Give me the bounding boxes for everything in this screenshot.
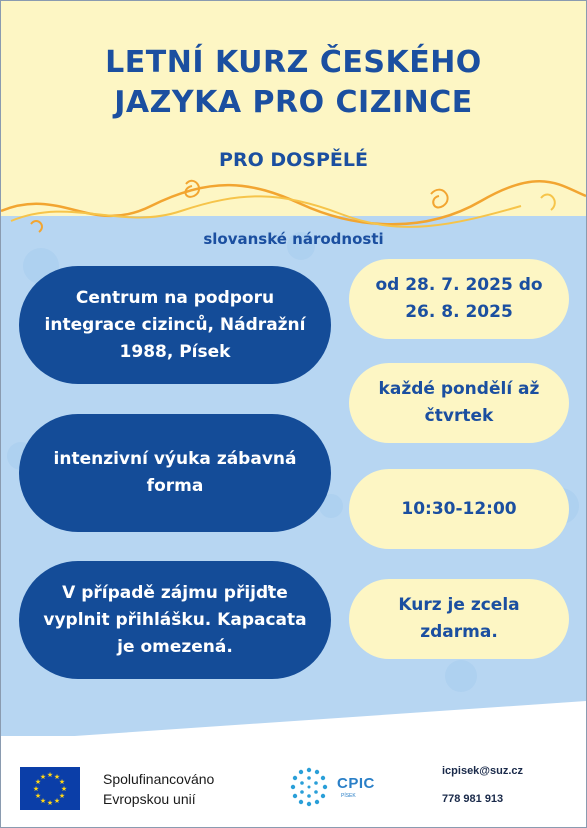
svg-text:★: ★ — [32, 785, 40, 793]
svg-text:★: ★ — [53, 773, 61, 781]
svg-text:★: ★ — [53, 797, 61, 805]
eu-line-1: Spolufinancováno — [103, 771, 215, 787]
title-line-1: LETNÍ KURZ ČESKÉHO — [105, 45, 482, 80]
price-pill: Kurz je zcela zdarma. — [349, 579, 569, 659]
audience-heading: PRO DOSPĚLÉ — [219, 149, 368, 171]
eu-flag-icon — [20, 767, 80, 810]
svg-text:★: ★ — [58, 778, 66, 786]
location-pill: Centrum na podporu integrace cizinců, Nádražní 1988, Písek — [19, 266, 331, 384]
eu-cofinanced-label — [103, 769, 214, 809]
svg-text:★: ★ — [34, 778, 42, 786]
subtitle: slovanské národnosti — [203, 230, 384, 248]
eu-line-2: Evropskou unií — [103, 791, 196, 807]
format-pill: intenzivní výuka zábavná forma — [19, 414, 331, 532]
svg-text:★: ★ — [39, 773, 47, 781]
registration-pill: V případě zájmu přijďte vyplnit přihlášku. Kapacata je omezená. — [19, 561, 331, 679]
cpic-subtitle: PÍSEK — [341, 793, 356, 799]
contact-email[interactable]: icpisek@suz.cz — [442, 765, 524, 777]
footer-slant — [1, 691, 586, 741]
dates-pill: od 28. 7. 2025 do 26. 8. 2025 — [349, 259, 569, 339]
cpic-name: CPIC — [337, 775, 375, 792]
svg-text:★: ★ — [60, 785, 68, 793]
time-pill: 10:30-12:00 — [349, 469, 569, 549]
cpic-logo-icon — [288, 766, 330, 808]
svg-text:★: ★ — [46, 771, 54, 779]
contact-phone[interactable]: 778 981 913 — [442, 793, 504, 805]
days-pill: každé pondělí až čtvrtek — [349, 363, 569, 443]
title-line-2: JAZYKA PRO CIZINCE — [114, 85, 473, 120]
svg-text:★: ★ — [39, 797, 47, 805]
svg-text:★: ★ — [58, 792, 66, 800]
svg-text:★: ★ — [34, 792, 42, 800]
svg-text:★: ★ — [46, 799, 54, 807]
